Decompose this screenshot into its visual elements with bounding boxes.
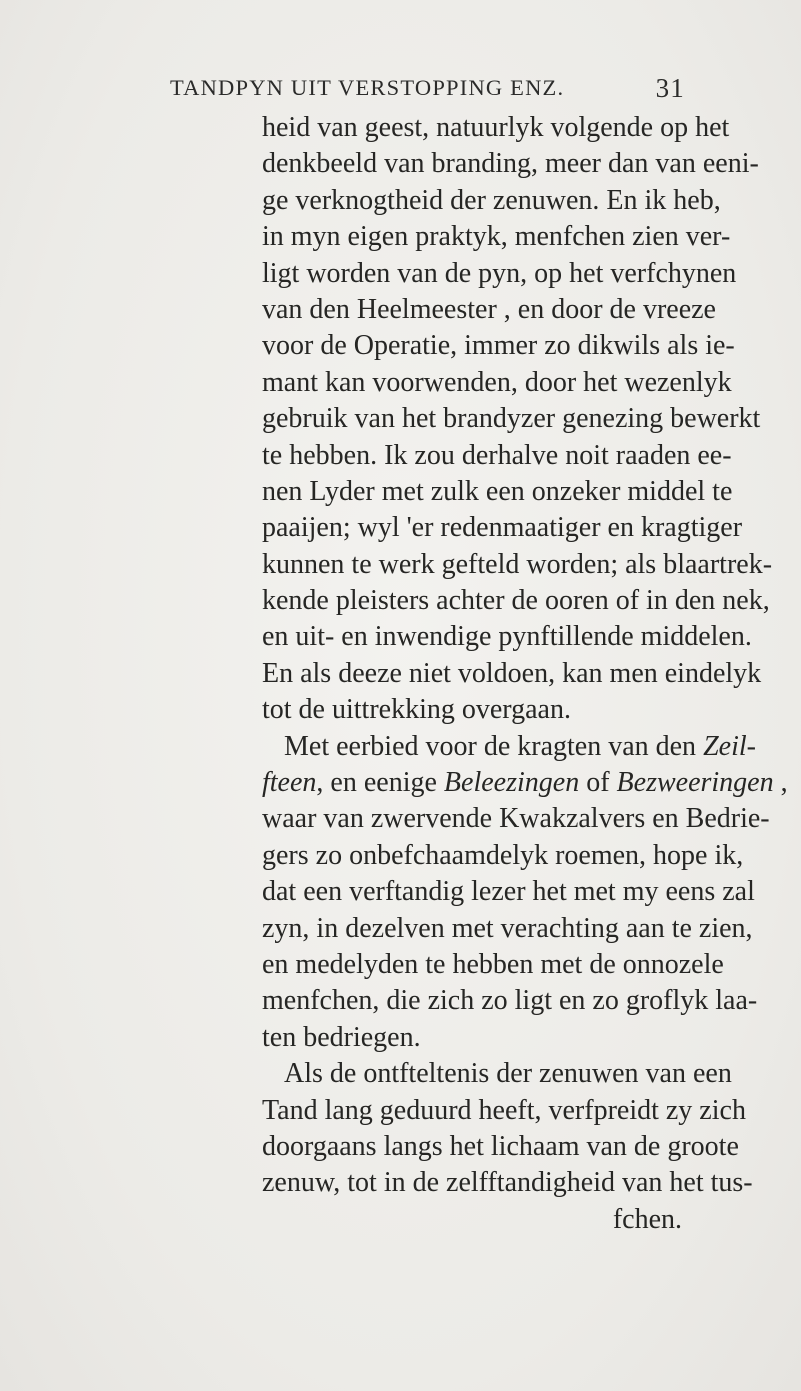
- text-line: ten bedriegen.: [262, 1021, 421, 1053]
- text-segment: Met eerbied voor de kragten van den: [284, 730, 704, 762]
- running-title: TANDPYN UIT VERSTOPPING ENZ.: [170, 75, 565, 100]
- text-line: in myn eigen praktyk, menfchen zien ver-: [262, 221, 731, 253]
- italic-term: Beleezingen: [443, 767, 580, 799]
- body-text: [262, 110, 788, 1238]
- text-segment: of: [579, 767, 617, 799]
- text-line: van den Heelmeester , en door de vreeze: [262, 293, 716, 325]
- text-line: doorgaans langs het lichaam van de groote: [262, 1130, 739, 1162]
- italic-term: fteen: [262, 767, 317, 799]
- text-line: [262, 729, 756, 765]
- text-line: ligt worden van de pyn, op het verfchynen: [262, 257, 737, 289]
- text-line: [262, 765, 788, 801]
- text-line: fchen.: [612, 1203, 682, 1235]
- text-line: en medelyden te hebben met de onnozele: [262, 948, 724, 980]
- page-number: 31: [655, 73, 685, 103]
- text-line: En als deeze niet voldoen, kan men eindelyk: [262, 657, 762, 689]
- text-line: kunnen te werk gefteld worden; als blaartrek-: [262, 548, 773, 580]
- text-line: zyn, in dezelven met verachting aan te zien,: [262, 912, 753, 944]
- text-line: nen Lyder met zulk een onzeker middel te: [262, 475, 733, 507]
- text-segment: , en eenige: [316, 767, 444, 799]
- text-line: Tand lang geduurd heeft, verfpreidt zy zich: [262, 1094, 746, 1126]
- text-line: voor de Operatie, immer zo dikwils als ie-: [262, 330, 735, 362]
- text-line: heid van geest, natuurlyk volgende op het: [262, 112, 730, 143]
- text-line: dat een verftandig lezer het met my eens zal: [262, 876, 755, 908]
- italic-term: Bezweeringen: [616, 767, 774, 799]
- text-line: zenuw, tot in de zelfftandigheid van het tus-: [262, 1167, 753, 1199]
- text-line: en uit- en inwendige pynftillende middelen.: [262, 621, 752, 653]
- running-head: [170, 70, 685, 106]
- text-line: Als de ontfteltenis der zenuwen van een: [284, 1058, 732, 1090]
- text-line: menfchen, die zich zo ligt en zo groflyk laa-: [262, 985, 758, 1017]
- text-line: mant kan voorwenden, door het wezenlyk: [262, 366, 732, 398]
- text-line: kende pleisters achter de ooren of in den nek,: [262, 585, 770, 617]
- text-line: denkbeeld van branding, meer dan van eeni-: [262, 148, 759, 180]
- text-line: paaijen; wyl 'er redenmaatiger en kragtiger: [262, 512, 743, 544]
- text-line: gers zo onbefchaamdelyk roemen, hope ik,: [262, 839, 744, 871]
- italic-term: Zeil-: [703, 730, 756, 762]
- text-line: te hebben. Ik zou derhalve noit raaden ee-: [262, 439, 732, 471]
- text-line: gebruik van het brandyzer genezing bewerkt: [262, 403, 761, 435]
- text-line: ge verknogtheid der zenuwen. En ik heb,: [262, 184, 721, 216]
- text-line: tot de uittrekking overgaan.: [262, 694, 571, 726]
- text-segment: ,: [773, 767, 788, 799]
- text-line: waar van zwervende Kwakzalvers en Bedrie-: [262, 803, 770, 835]
